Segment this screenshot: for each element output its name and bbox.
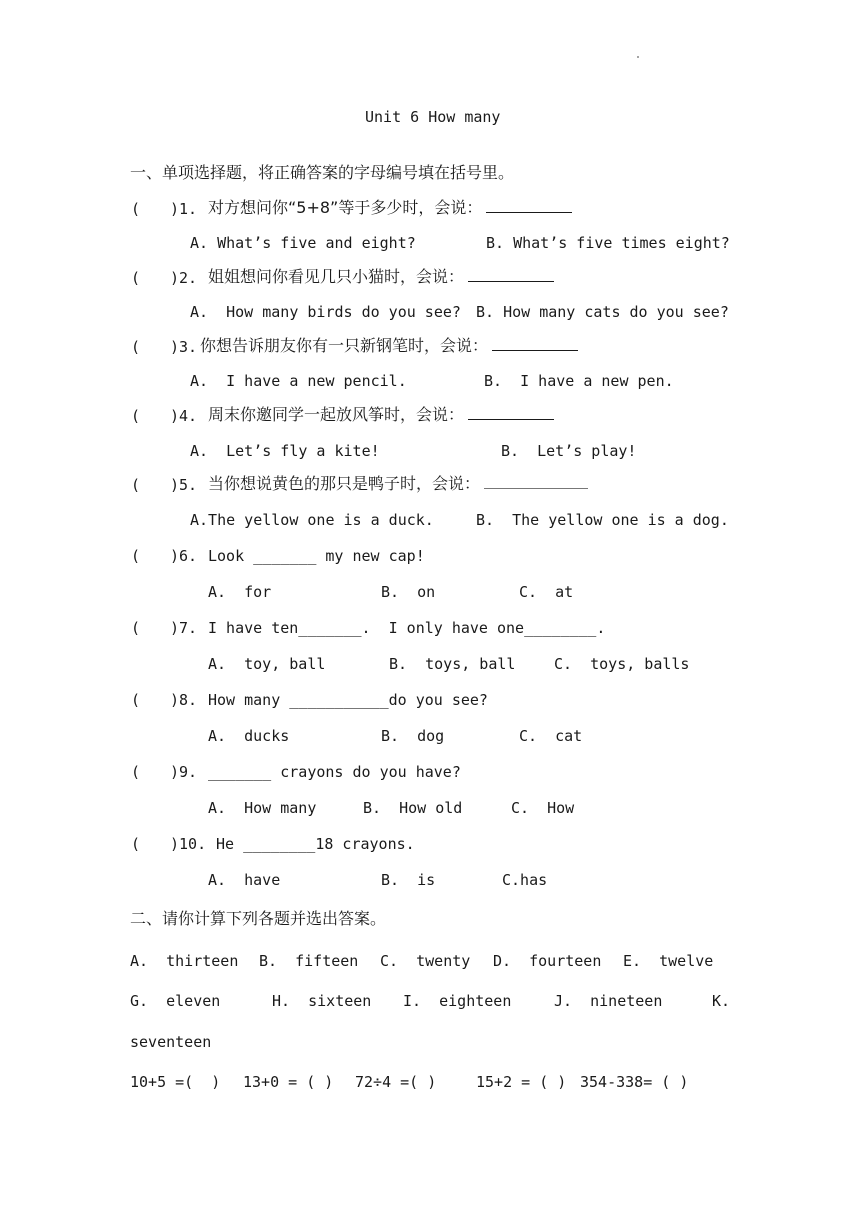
q4-option-b: B. Let’s play!: [501, 442, 637, 460]
q1-stem: 对方想问你“5+8”等于多少时，会说：: [208, 198, 572, 218]
q10-number: )10.: [170, 835, 207, 853]
answer-paren: (: [131, 200, 141, 218]
q6-number: )6.: [170, 547, 198, 565]
answer-paren: (: [131, 547, 141, 565]
option-k-label: K.: [712, 992, 731, 1010]
option-a-thirteen: A. thirteen: [130, 952, 239, 970]
q2-option-b: B. How many cats do you see?: [476, 303, 729, 321]
answer-paren: (: [131, 619, 141, 637]
option-g-eleven: G. eleven: [130, 992, 221, 1010]
q9-option-b: B. How old: [363, 799, 463, 817]
option-k-seventeen: seventeen: [130, 1033, 212, 1051]
page-title: Unit 6 How many: [365, 108, 501, 126]
q2-option-a: A. How many birds do you see?: [190, 303, 461, 321]
q9-stem: _______ crayons do you have?: [208, 763, 461, 781]
q4-stem: 周末你邀同学一起放风筝时，会说：: [208, 405, 554, 425]
q8-option-c: C. cat: [519, 727, 583, 745]
q8-number: )8.: [170, 691, 198, 709]
q1-option-a: A. What’s five and eight?: [190, 234, 416, 252]
q3-option-a: A. I have a new pencil.: [190, 372, 407, 390]
option-b-fifteen: B. fifteen: [259, 952, 359, 970]
q9-number: )9.: [170, 763, 198, 781]
option-e-twelve: E. twelve: [623, 952, 714, 970]
q6-option-b: B. on: [381, 583, 436, 601]
answer-paren: (: [131, 691, 141, 709]
q7-option-a: A. toy, ball: [208, 655, 326, 673]
q4-number: )4.: [170, 407, 198, 425]
q10-option-a: A. have: [208, 871, 281, 889]
q9-option-a: A. How many: [208, 799, 317, 817]
q8-option-a: A. ducks: [208, 727, 290, 745]
section1-heading: 一、单项选择题，将正确答案的字母编号填在括号里。: [130, 163, 515, 182]
q1-option-b: B. What’s five times eight?: [486, 234, 730, 252]
q10-option-c: C.has: [502, 871, 548, 889]
q5-stem: 当你想说黄色的那只是鸭子时，会说：: [208, 474, 588, 494]
q3-option-b: B. I have a new pen.: [484, 372, 674, 390]
answer-paren: (: [131, 269, 141, 287]
q7-stem: I have ten_______. I only have one________.: [208, 619, 606, 637]
q8-stem: How many ___________do you see?: [208, 691, 488, 709]
answer-paren: (: [131, 407, 141, 425]
q7-number: )7.: [170, 619, 198, 637]
stray-dot: [637, 56, 639, 58]
q8-option-b: B. dog: [381, 727, 445, 745]
q6-option-a: A. for: [208, 583, 272, 601]
option-c-twenty: C. twenty: [380, 952, 471, 970]
q2-number: )2.: [170, 269, 198, 287]
q10-option-b: B. is: [381, 871, 436, 889]
q6-option-c: C. at: [519, 583, 574, 601]
q5-option-b: B. The yellow one is a dog.: [476, 511, 729, 529]
math-problem-3: 72÷4 =( ): [355, 1073, 437, 1091]
q7-option-c: C. toys, balls: [554, 655, 690, 673]
option-d-fourteen: D. fourteen: [493, 952, 602, 970]
math-problem-4: 15+2 = ( ): [476, 1073, 567, 1091]
answer-blank: [468, 267, 554, 282]
q3-stem: 你想告诉朋友你有一只新钢笔时，会说：: [200, 336, 578, 356]
answer-paren: (: [131, 338, 141, 356]
math-problem-2: 13+0 = ( ): [243, 1073, 334, 1091]
answer-blank: [468, 405, 554, 420]
q6-stem: Look _______ my new cap!: [208, 547, 425, 565]
q4-option-a: A. Let’s fly a kite!: [190, 442, 380, 460]
math-problem-5: 354-338= ( ): [580, 1073, 689, 1091]
q5-number: )5.: [170, 476, 198, 494]
q3-number: )3.: [170, 338, 198, 356]
answer-blank: [484, 474, 588, 489]
math-problem-1: 10+5 =( ): [130, 1073, 221, 1091]
answer-blank: [486, 198, 572, 213]
answer-paren: (: [131, 476, 141, 494]
q10-stem: He ________18 crayons.: [216, 835, 415, 853]
q5-option-a: A.The yellow one is a duck.: [190, 511, 434, 529]
section2-heading: 二、请你计算下列各题并选出答案。: [130, 909, 387, 928]
q9-option-c: C. How: [511, 799, 575, 817]
q7-option-b: B. toys, ball: [389, 655, 516, 673]
answer-blank: [492, 336, 578, 351]
option-h-sixteen: H. sixteen: [272, 992, 372, 1010]
q1-number: )1.: [170, 200, 198, 218]
answer-paren: (: [131, 835, 141, 853]
option-j-nineteen: J. nineteen: [554, 992, 663, 1010]
q2-stem: 姐姐想问你看见几只小猫时，会说：: [208, 267, 554, 287]
answer-paren: (: [131, 763, 141, 781]
option-i-eighteen: I. eighteen: [403, 992, 512, 1010]
